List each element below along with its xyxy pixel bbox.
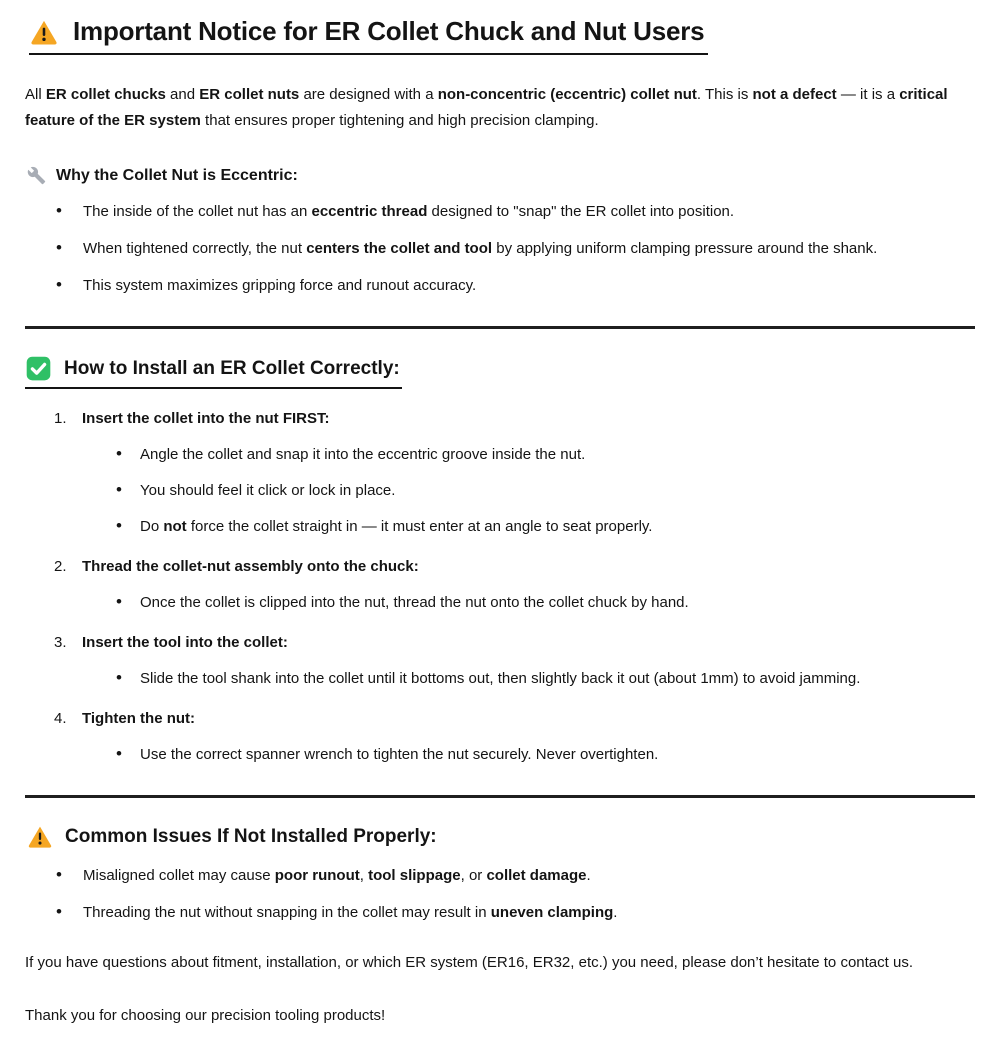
step-title: Tighten the nut: xyxy=(82,710,196,727)
step-item xyxy=(82,633,975,689)
section-heading-issues xyxy=(27,824,437,849)
section-heading-why xyxy=(27,166,975,185)
list-item: • When tightened correctly, the nut centers the collet and tool by applying uniform clamping pressure around the shank. xyxy=(83,239,975,259)
list-item: • Do not force the collet straight in — it must enter at an angle to seat properly. xyxy=(140,517,975,537)
step-bullet-list xyxy=(82,669,975,689)
install-steps-list xyxy=(25,409,975,765)
list-item: • Misaligned collet may cause poor runout, tool slippage, or collet damage. xyxy=(83,866,975,886)
step-bullet-list xyxy=(82,745,975,765)
list-item: • You should feel it click or lock in place. xyxy=(140,481,975,501)
issues-bullet-list xyxy=(25,866,975,923)
step-bullet-list xyxy=(82,593,975,613)
intro-paragraph: All ER collet chucks and ER collet nuts are designed with a non-concentric (eccentric) collet nut. This is not a defect — it is a critical feature of the ER system that ensures proper tightening and high precision clamping. xyxy=(25,86,948,129)
list-item: • Angle the collet and snap it into the eccentric groove inside the nut. xyxy=(140,445,975,465)
section-heading-why-text: Why the Collet Nut is Eccentric: xyxy=(56,166,298,184)
step-item xyxy=(82,409,975,537)
step-title: Insert the collet into the nut FIRST: xyxy=(82,410,330,427)
list-item: • Use the correct spanner wrench to tighten the nut securely. Never overtighten. xyxy=(140,745,975,765)
step-bullet-list xyxy=(82,445,975,537)
closing-paragraph: If you have questions about fitment, installation, or which ER system (ER16, ER32, etc.) you need, please don’t hesitate to contact us. xyxy=(25,954,913,971)
horizontal-rule xyxy=(25,795,975,798)
check-icon xyxy=(25,355,52,382)
list-item: • Once the collet is clipped into the nut, thread the nut onto the collet chuck by hand. xyxy=(140,593,975,613)
list-item: • Slide the tool shank into the collet until it bottoms out, then slightly back it out (about 1mm) to avoid jamming. xyxy=(140,669,975,689)
wrench-icon xyxy=(27,166,46,185)
step-title: Thread the collet-nut assembly onto the chuck: xyxy=(82,558,419,575)
warning-icon xyxy=(27,824,53,849)
page-title xyxy=(29,16,708,55)
step-title: Insert the tool into the collet: xyxy=(82,634,288,651)
warning-icon xyxy=(29,18,59,46)
step-item xyxy=(82,557,975,613)
section-heading-install-text: How to Install an ER Collet Correctly: xyxy=(64,357,400,379)
section-heading-install xyxy=(25,355,402,389)
list-item: • This system maximizes gripping force and runout accuracy. xyxy=(83,276,975,296)
why-bullet-list xyxy=(25,202,975,296)
section-heading-issues-text: Common Issues If Not Installed Properly: xyxy=(65,825,437,847)
horizontal-rule xyxy=(25,326,975,329)
page-title-text: Important Notice for ER Collet Chuck and Nut Users xyxy=(73,16,705,46)
step-item xyxy=(82,709,975,765)
thanks-paragraph: Thank you for choosing our precision tooling products! xyxy=(25,1007,386,1024)
list-item: • Threading the nut without snapping in the collet may result in uneven clamping. xyxy=(83,903,975,923)
list-item: • The inside of the collet nut has an eccentric thread designed to "snap" the ER collet into position. xyxy=(83,202,975,222)
